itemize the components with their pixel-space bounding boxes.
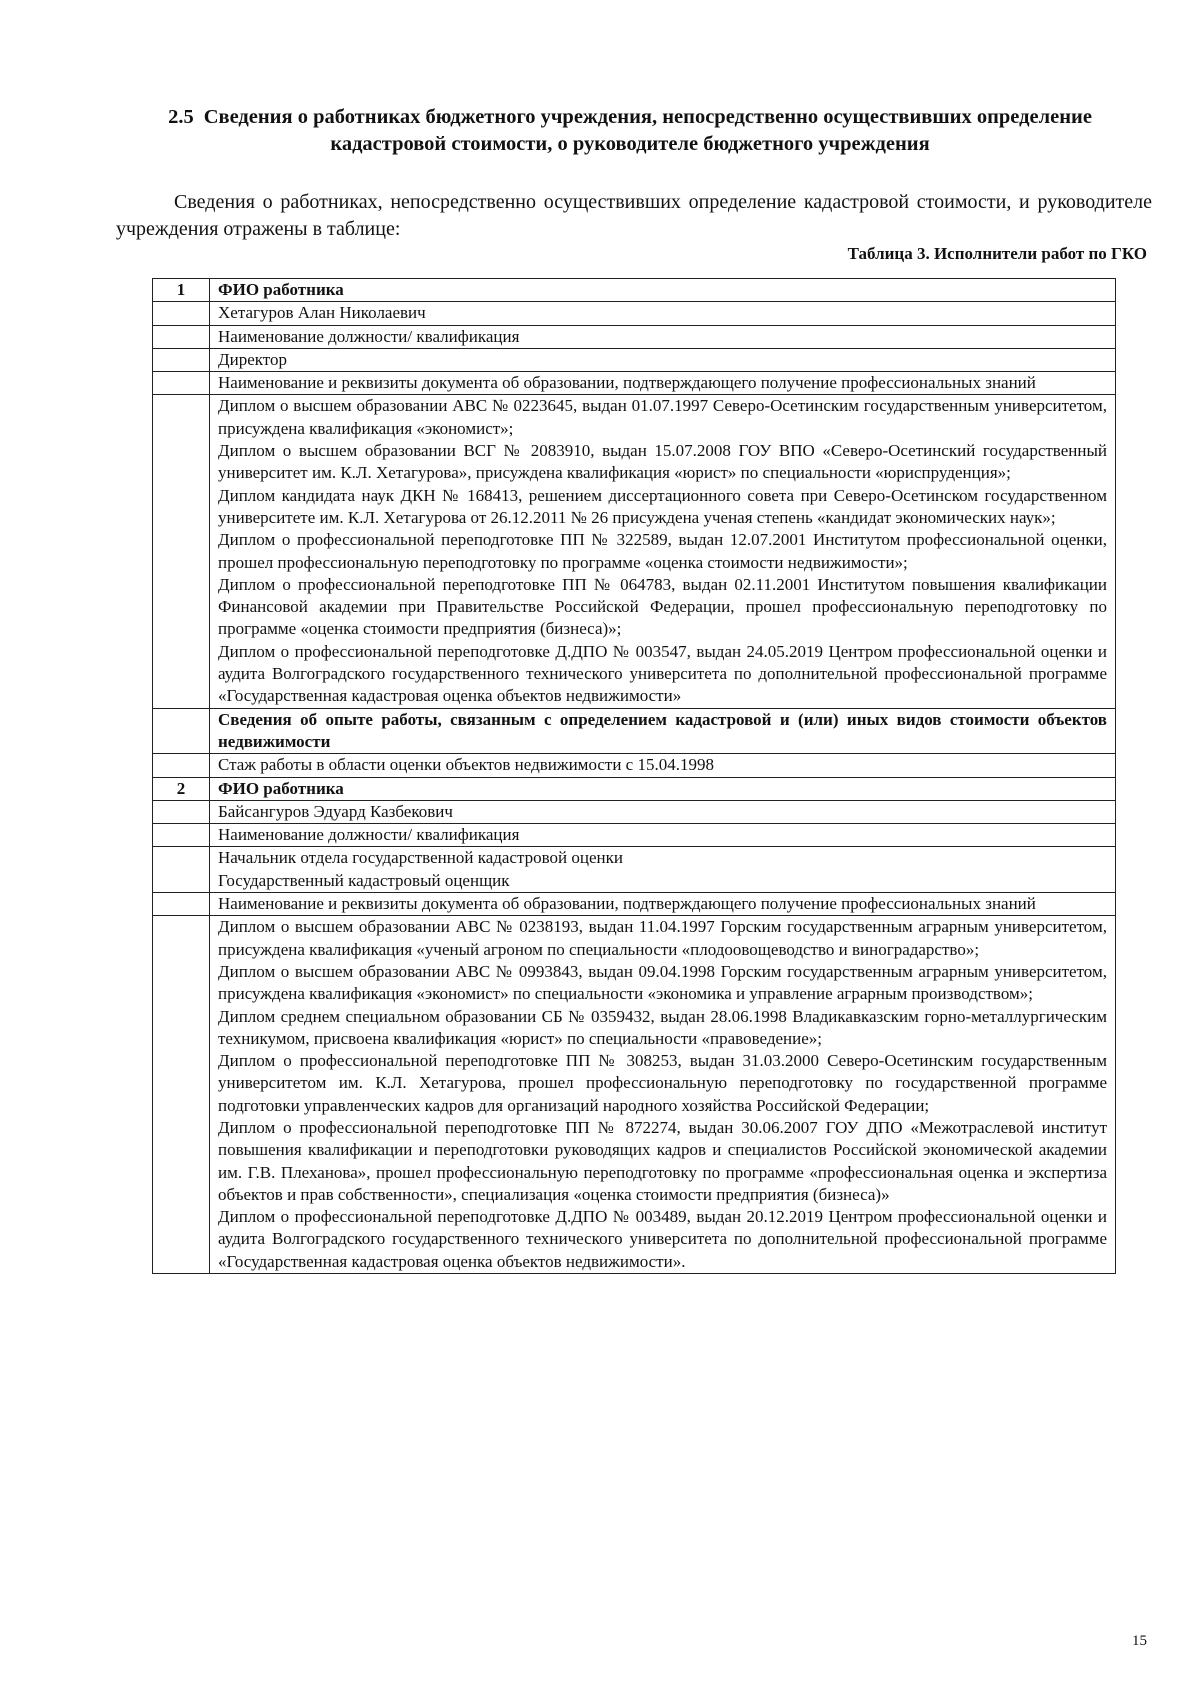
- document-entry: Диплом о профессиональной переподготовке Д.ДПО № 003547, выдан 24.05.2019 Центром профессиональной оценки и аудита Волгоградского государственного технического университета по дополнительной профессиональной программе «Государственная кадастровая оценка объектов недвижимости»: [218, 641, 1107, 706]
- experience-label: Сведения об опыте работы, связанным с определением кадастровой и (или) иных видов стоимости объектов недвижимости: [210, 708, 1116, 754]
- page-number: 15: [1132, 1633, 1147, 1649]
- section-title: Сведения о работниках бюджетного учреждения, непосредственно осуществивших определение кадастровой стоимости, о руководителе бюджетного учреждения: [203, 106, 1092, 155]
- position-value: Директор: [210, 348, 1116, 371]
- document-entry: Диплом о высшем образовании ВСГ № 2083910, выдан 15.07.2008 ГОУ ВПО «Северо-Осетинский государственный университет им. К.Л. Хетагурова», присуждена квалификация «юрист» по специальности «юриспруденция»;: [218, 441, 1107, 483]
- fio-label: ФИО работника: [210, 279, 1116, 302]
- position-line: Государственный кадастровый оценщик: [218, 870, 510, 890]
- document-entry: Диплом о профессиональной переподготовке ПП № 308253, выдан 31.03.2000 Северо-Осетинским государственным университетом им. К.Л. Хетагурова, прошел профессиональную переподготовку по государственной программе подготовки управленческих кадров для организаций народного хозяйства Российской Федерации;: [218, 1051, 1107, 1115]
- employee-name: Байсангуров Эдуард Казбекович: [210, 800, 1116, 823]
- table-row: [153, 302, 1116, 325]
- document-entry: Диплом среднем специальном образовании СБ № 0359432, выдан 28.06.1998 Владикавказским горно-металлургическим техникумом, присвоена квалификация «юрист» по специальности «правоведение»;: [218, 1006, 1107, 1048]
- position-value: [210, 847, 1116, 893]
- table-row: [153, 824, 1116, 847]
- position-label: Наименование должности/ квалификация: [210, 824, 1116, 847]
- education-documents: [210, 395, 1116, 708]
- fio-label: ФИО работника: [210, 777, 1116, 800]
- table-caption: Таблица 3. Исполнители работ по ГКО: [847, 244, 1147, 263]
- section-heading: [150, 104, 1110, 158]
- table-row: [153, 395, 1116, 708]
- table-row: [153, 348, 1116, 371]
- table-row: [153, 754, 1116, 777]
- position-label: Наименование должности/ квалификация: [210, 325, 1116, 348]
- table-row: [153, 847, 1116, 893]
- table-row: [153, 708, 1116, 754]
- document-entry: Диплом о высшем образовании АВС № 0238193, выдан 11.04.1997 Горским государственным аграрным университетом, присуждена квалификация «ученый агроном по специальности «плодоовощеводство и виноградарство»;: [218, 917, 1107, 959]
- intro-paragraph: Сведения о работниках, непосредственно осуществивших определение кадастровой стоимости, и руководителе учреждения отражены в таблице:: [116, 191, 1152, 240]
- table-row: [153, 777, 1116, 800]
- table-row: [153, 325, 1116, 348]
- document-entry: Диплом о профессиональной переподготовке ПП № 322589, выдан 12.07.2001 Институтом профессиональной оценки, прошел профессиональную переподготовку по программе «оценка стоимости недвижимости»;: [218, 530, 1107, 572]
- row-number: 1: [153, 279, 210, 302]
- document-entry: Диплом о профессиональной переподготовке ПП № 064783, выдан 02.11.2001 Институтом повышения квалификации Финансовой академии при Правительстве Российской Федерации, прошел профессиональную переподготовку по программе «оценка стоимости предприятия (бизнеса)»;: [218, 574, 1107, 639]
- row-number: 2: [153, 777, 210, 800]
- education-documents: [210, 916, 1116, 1274]
- table-row: [153, 800, 1116, 823]
- document-entry: Диплом о высшем образовании АВС № 0223645, выдан 01.07.1997 Северо-Осетинским государственным университетом, присуждена квалификация «экономист»;: [218, 396, 1107, 438]
- document-entry: Диплом кандидата наук ДКН № 168413, решением диссертационного совета при Северо-Осетинском государственном университете им. К.Л. Хетагурова от 26.12.2011 № 26 присуждена ученая степень «кандидат экономических наук»;: [218, 485, 1107, 527]
- table-row: [153, 893, 1116, 916]
- employee-name: Хетагуров Алан Николаевич: [210, 302, 1116, 325]
- table-row: [153, 372, 1116, 395]
- document-entry: Диплом о профессиональной переподготовке Д.ДПО № 003489, выдан 20.12.2019 Центром профессиональной оценки и аудита Волгоградского государственного технического университета по дополнительной профессиональной программе «Государственная кадастровая оценка объектов недвижимости».: [218, 1207, 1107, 1271]
- document-entry: Диплом о профессиональной переподготовке ПП № 872274, выдан 30.06.2007 ГОУ ДПО «Межотраслевой институт повышения квалификации и переподготовки руководящих кадров и специалистов Российской экономической академии им. Г.В. Плеханова», прошел профессиональную переподготовку по программе «профессиональная оценка и экспертиза объектов и прав собственности», специализация «оценка стоимости предприятия (бизнеса)»: [218, 1117, 1107, 1204]
- executors-table: [152, 278, 1116, 1274]
- education-label: Наименование и реквизиты документа об образовании, подтверждающего получение профессиональных знаний: [210, 893, 1116, 916]
- document-entry: Диплом о высшем образовании АВС № 0993843, выдан 09.04.1998 Горским государственным аграрным университетом, присуждена квалификация «экономист» по специальности «экономика и управление аграрным производством»;: [218, 961, 1107, 1004]
- education-label: Наименование и реквизиты документа об образовании, подтверждающего получение профессиональных знаний: [210, 372, 1116, 395]
- position-line: Начальник отдела государственной кадастровой оценки: [218, 848, 623, 868]
- table-row: [153, 916, 1116, 1274]
- table-row: [153, 279, 1116, 302]
- section-number: 2.5: [168, 106, 194, 128]
- experience-value: Стаж работы в области оценки объектов недвижимости с 15.04.1998: [210, 754, 1116, 777]
